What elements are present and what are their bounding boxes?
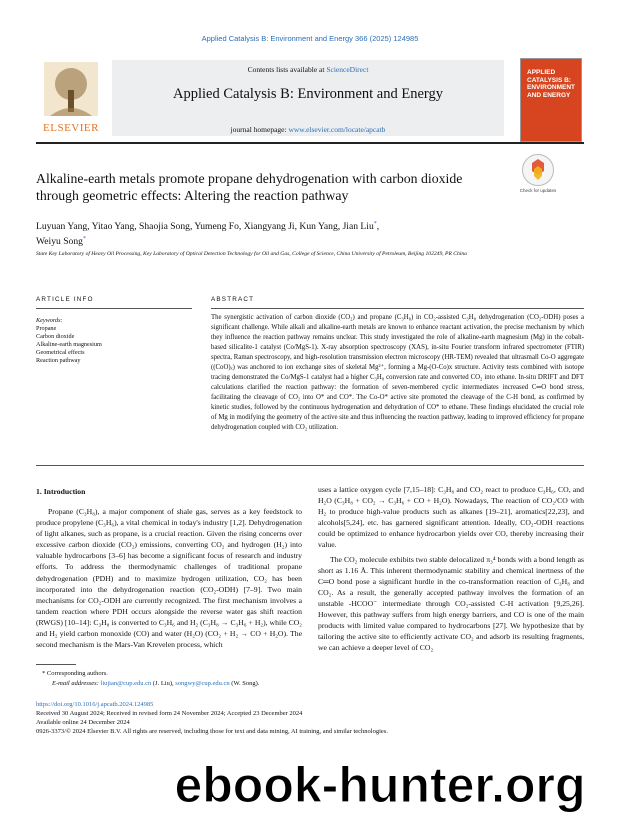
check-for-updates-label[interactable]: Check for updates [519, 188, 557, 193]
homepage-link[interactable]: www.elsevier.com/locate/apcatb [288, 125, 386, 134]
intro-right-paragraph-2: The CO₂ molecule exhibits two stable delocalized π₃⁴ bonds with a bond length as short as 1.16 Å. This inherent thermodynamic stability and chemical inertness of the C═O bond pose a significant hurdle in the co-transformation reaction of C₃H₈ and CO₂. As a result, the generally accepted pathway involves the formation of an unstable -HCOO⁻ intermediate through CO₂-assisted C-H activation [9,25,26]. However, this pathway suffers from high energy barriers, and CO is one of the main products with limited value compared to hydrocarbons [27]. We hypothesize that by tailoring the active site to efficiently activate CO₂ and adsorb its resulting fragments, we can achieve a deeper level of CO₂ [318, 554, 584, 653]
author-list [36, 218, 536, 248]
intro-right-column [318, 484, 584, 653]
abstract-rule [211, 308, 584, 309]
footnote-rule [36, 664, 76, 665]
authors-comma: , [376, 221, 380, 233]
journal-homepage [112, 125, 504, 134]
keywords-block [36, 317, 176, 364]
email-link-2[interactable]: songwy@cup.edu.cn [175, 680, 230, 687]
email-line [36, 680, 600, 688]
journal-cover[interactable] [520, 58, 582, 142]
contents-prefix: Contents lists available at [247, 65, 327, 74]
article-info-heading: ARTICLE INFO [36, 296, 94, 303]
keyword-item: Alkaline-earth magnesium [36, 340, 102, 348]
received-dates: Received 30 August 2024; Received in revised form 24 November 2024; Accepted 23 December 2024 [36, 710, 303, 717]
homepage-prefix: journal homepage: [230, 125, 289, 134]
copyright-line: 0926-3373/© 2024 Elsevier B.V. All rights are reserved, including those for text and data mining, AI training, and similar technologies. [36, 728, 388, 735]
available-online: Available online 24 December 2024 [36, 719, 130, 726]
abstract-heading: ABSTRACT [211, 296, 255, 303]
keyword-item: Propane [36, 324, 57, 332]
email-label: E-mail addresses: [52, 680, 101, 687]
journal-title: Applied Catalysis B: Environment and Energy [173, 86, 443, 102]
authors-line-1: Luyuan Yang, Yitao Yang, Shaojia Song, Yumeng Fo, Xiangyang Ji, Kun Yang, Jian Liu [36, 221, 374, 233]
elsevier-logo [36, 60, 106, 136]
abstract-text: The synergistic activation of carbon dioxide (CO₂) and propane (C₃H₈) in CO₂-assisted C₃H₈ dehydrogenation (CO₂-ODH) poses a significant challenge. While alkali and alkaline-earth metals are known to enhance reactant activation, the precise mechanism by which they influence the reaction pathway remains unclear. This study investigated the role of alkaline-earth magnesium (Mg) in the cobalt-based silicalite-1 catalyst (Co/MgS-1). X-ray absorption spectroscopy (XAS), in-situ Fourier transform infrared spectrometer (FTIR) spectra, Raman spectroscopy, and high-resolution transmission electron microscopy (HR-TEM) revealed that ultrasmall Co-O aggregate ((CoO)ₓ) was anchored to ion exchange sites of skeletal Mg²⁺, forming a Mg-(O-Co)x structure. Activity tests combined with isotope tracing demonstrated the Co/MgS-1 catalyst had a higher C₃H₈ conversion rate and converted CO₂ into ethane. In-situ DRIFT and DFT calculations clarified the reaction pathway: the formation of seven-membered cyclic intermediates increased C═O bond stress, facilitating the cleavage of CO₂ into O* and CO*. The Co-O* active site promoted the cleavage of the C-H bond, as confirmed by kinetic studies, followed by the continuous hydrogenation and dehydration of CO* to ethane. These findings elucidated the crucial role of Mg in modifying the geometry of the active site and thus influencing the reaction pathway, leading to improved efficiency for propane dehydrogenation coupled with CO₂ utilization. [211, 314, 584, 431]
keyword-item: Carbon dioxide [36, 332, 75, 340]
doi-link[interactable]: https://doi.org/10.1016/j.apcatb.2024.124985 [36, 701, 154, 708]
corresponding-marker[interactable]: * [373, 221, 377, 227]
corresponding-marker-2[interactable]: * [82, 236, 86, 243]
watermark-text: ebook-hunter.org [174, 757, 586, 813]
header-rule [36, 142, 584, 144]
publisher-name: ELSEVIER [43, 122, 99, 134]
introduction-heading: 1. Introduction [36, 487, 86, 496]
keyword-item: Reaction pathway [36, 356, 81, 364]
intro-left-column: Propane (C₃H₈), a major component of shale gas, serves as a key feedstock to produce propylene (C₃H₆), a vital chemical in today's industry [1,2]. Dehydrogenation of light alkanes, such as propane, is a crucial reaction. Given the rising concerns over excessive carbon dioxide (CO₂) emissions, converting CO₂ and hydrogen (H₂) into valuable hydrocarbons [3–6] has become a significant focus of research and industry efforts. To address the thermodynamic challenges of traditional propane dehydrogenation (PDH) and to maximize hydrogen utilization, CO₂ has been incorporated into the dehydrogenation reaction (CO₂-ODH) [7–9]. Two main mechanisms for CO₂-ODH are currently recognized. The first mechanism involves a tandem reaction where PDH occurs alongside the reverse water gas shift reaction (RWGS) [10–14]: C₃H₈ is converted to C₃H₆ and H₂ (C₃H₈ → C₃H₆ + H₂), while CO₂ and H₂ yield carbon monoxide (CO) and water (H₂O) (CO₂ + H₂ → CO + H₂O). The second mechanism is the Mars-Van Krevelen process, which [36, 507, 302, 650]
email-owner-1: (J. Liu), [151, 680, 176, 687]
article-title: Alkaline-earth metals promote propane dehydrogenation with carbon dioxide through geometric effects: Altering the reaction pathway [36, 171, 463, 203]
cover-title: APPLIED CATALYSIS B: ENVIRONMENT AND ENERGY [527, 69, 576, 99]
affiliation: State Key Laboratory of Heavy Oil Processing, Key Laboratory of Optical Detection Technology for Oil and Gas, College of Science, China University of Petroleum, Beijing 102249, PR China [36, 251, 467, 257]
corresponding-note: * Corresponding authors. [42, 670, 108, 677]
authors-line-2: Weiyu Song [36, 236, 83, 248]
abstract-bottom-rule [36, 465, 584, 466]
watermark [150, 750, 610, 822]
journal-reference[interactable]: Applied Catalysis B: Environment and Energy 366 (2025) 124985 [201, 34, 419, 43]
sciencedirect-link[interactable]: ScienceDirect [326, 65, 369, 74]
keyword-item: Geometrical effects [36, 348, 85, 356]
intro-right-paragraph-1: uses a lattice oxygen cycle [7,15–18]: C₃H₈ and CO₂ react to produce C₃H₆, CO, and H₂O (C₃H₈ + CO₂ → C₃H₆ + CO + H₂O). Nowadays, The reaction of CO₂/CO with H₂ to produce high-value products such as alkanes [19–21], aromatics[22,23], and alcohols[5,24], etc. has garnered significant attention. Ideally, CO₂-ODH reactions could be optimized to enhance hydrocarbon yields over CO, thereby increasing their value. [318, 485, 584, 550]
article-info-rule [36, 308, 192, 309]
contents-line [112, 65, 504, 74]
email-owner-2: (W. Song). [229, 680, 260, 687]
check-for-updates-icon[interactable] [522, 154, 554, 186]
keywords-label: Keywords: [36, 317, 63, 324]
email-link-1[interactable]: liujian@cup.edu.cn [100, 680, 152, 687]
